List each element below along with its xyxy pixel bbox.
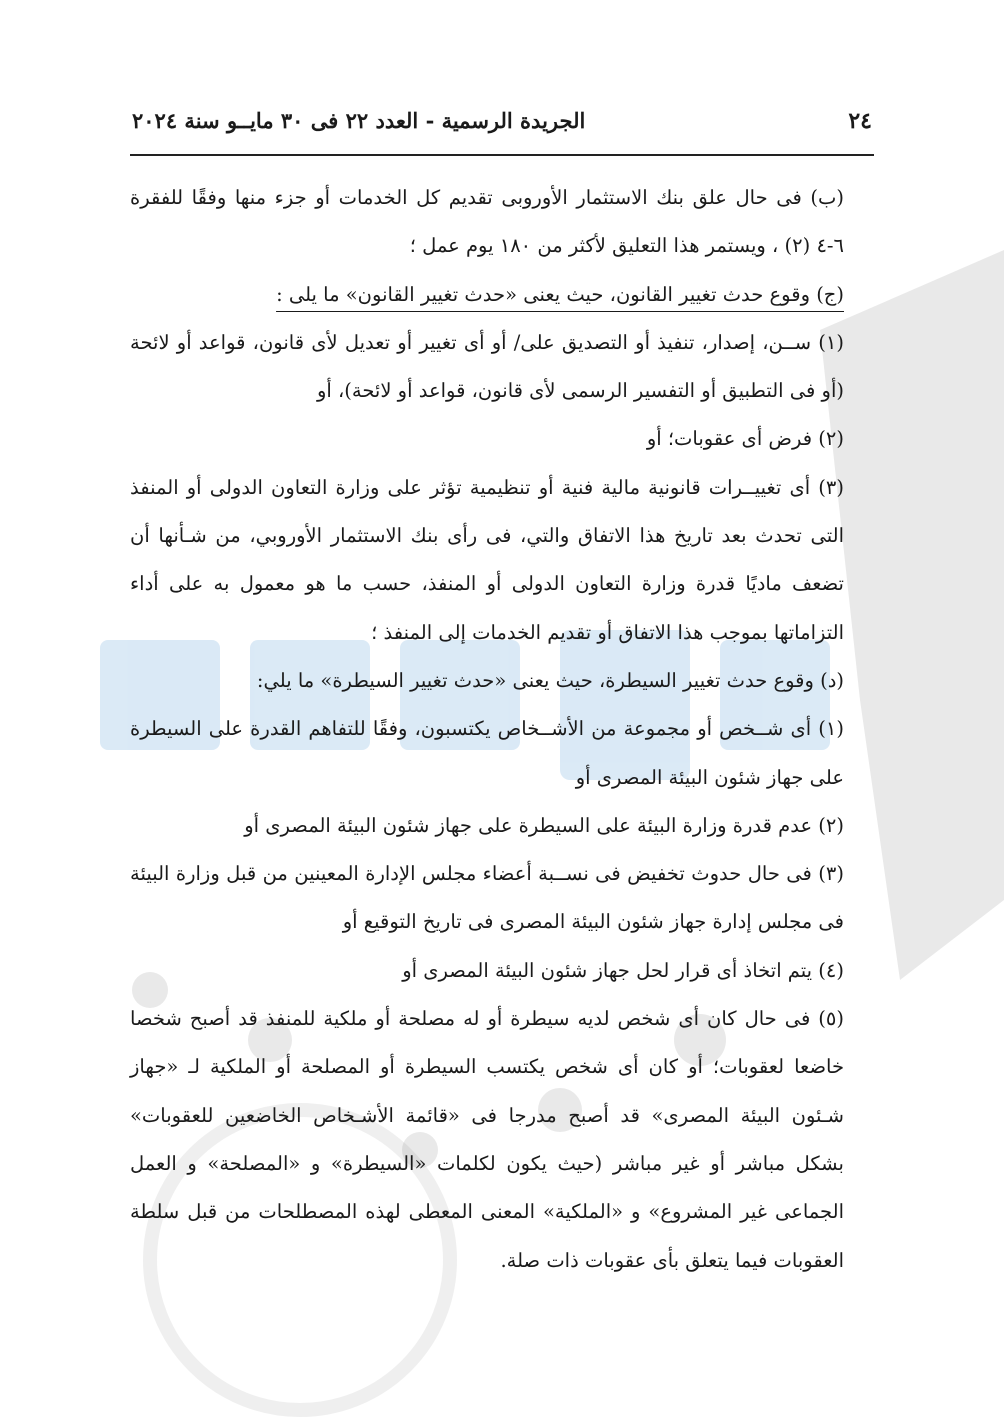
page-header: [130, 108, 874, 156]
paragraph-j: [130, 271, 874, 319]
paragraph-d1: (١) أى شــخص أو مجموعة من الأشــخاص يكتسبون، وفقًا للتفاهم القدرة على السيطرة على جهاز شئون البيئة المصرى أو: [130, 717, 844, 789]
paragraph-d2: (٢) عدم قدرة وزارة البيئة على السيطرة على جهاز شئون البيئة المصرى أو: [244, 813, 844, 837]
document-page: [130, 108, 874, 1285]
paragraph-b: (ب) فى حال علق بنك الاستثمار الأوروبى تقديم كل الخدمات أو جزء منها وفقًا للفقرة ٦-٤ (٢) ، ويستمر هذا التعليق لأكثر من ١٨٠ يوم عمل ؛: [130, 186, 844, 258]
document-body: [130, 174, 874, 1285]
paragraph-d5: (٥) فى حال كان أى شخص لديه سيطرة أو له مصلحة أو ملكية للمنفذ قد أصبح شخصا خاضعا لعقوبات؛ أو كان أى شخص يكتسب السيطرة أو المصلحة أو الملكية لـ «جهاز شـئون البيئة المصرى» قد أصبح مدرجا فى «قائمة الأشـخاص الخاضعين للعقوبات» بشكل مباشر أو غير مباشر (حيث يكون لكلمات «السيطرة» و «المصلحة» و العمل الجماعى غير المشروع» و «الملكية» المعنى المعطى لهذه المصطلحات من قبل سلطة العقوبات فيما يتعلق بأى عقوبات ذات صلة.: [130, 1007, 844, 1272]
paragraph-d3: (٣) فى حال حدوث تخفيض فى نســبة أعضاء مجلس الإدارة المعينين من قبل وزارة البيئة فى مجلس إدارة جهاز شئون البيئة المصرى فى تاريخ التوقيع أو: [130, 862, 844, 934]
paragraph-j3: (٣) أى تغييــرات قانونية مالية فنية أو تنظيمية تؤثر على وزارة التعاون الدولى أو المنفذ التى تحدث بعد تاريخ هذا الاتفاق والتي، فى رأى بنك الاستثمار الأوروبي، من شـأنها أن تضعف ماديًا قدرة وزارة التعاون الدولى أو المنفذ، حسب ما هو معمول به على أداء التزاماتها بموجب هذا الاتفاق أو تقديم الخدمات إلى المنفذ ؛: [130, 475, 844, 644]
paragraph-j-text: (ج) وقوع حدث تغيير القانون، حيث يعنى «حدث تغيير القانون» ما يلى :: [276, 282, 844, 306]
paragraph-j2: (٢) فرض أى عقوبات؛ أو: [646, 427, 844, 451]
page-number: ٢٤: [848, 108, 872, 134]
gazette-title: الجريدة الرسمية - العدد ٢٢ فى ٣٠ مايــو سنة ٢٠٢٤: [132, 108, 586, 133]
paragraph-j1: (١) ســن، إصدار، تنفيذ أو التصديق على/ أو أى تغيير أو تعديل لأى قانون، قواعد أو لائحة (أو فى التطبيق أو التفسير الرسمى لأى قانون، قواعد أو لائحة)، أو: [130, 330, 844, 403]
paragraph-d4: (٤) يتم اتخاذ أى قرار لحل جهاز شئون البيئة المصرى أو: [402, 958, 844, 982]
paragraph-d: (د) وقوع حدث تغيير السيطرة، حيث يعنى «حدث تغيير السيطرة» ما يلي:: [256, 668, 844, 692]
